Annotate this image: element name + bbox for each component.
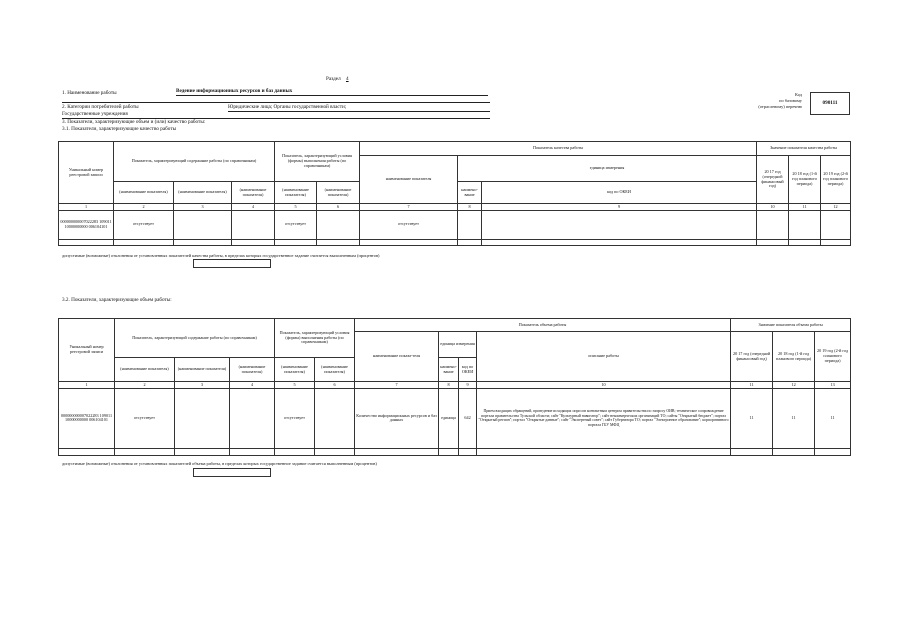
q-h-okei: код по ОКЕИ — [482, 182, 757, 204]
quality-deviation-text: допустимые (возможные) отклонения от установленных показателей качества работы, в пределах которых государственное задание считается выполненным (процентов) — [62, 253, 380, 258]
v-row-c9: 642 — [459, 388, 477, 448]
q-sub-name: (наименование показателя) — [317, 182, 360, 204]
v-num: 9 — [459, 382, 477, 389]
q-h-y2: 20 18 год (1-й год планового периода) — [789, 156, 821, 204]
v-num: 3 — [175, 382, 230, 389]
q-num: 7 — [360, 204, 458, 211]
q-sub-name: (наименование показателя) — [114, 182, 174, 204]
v-h-okei: код по ОКЕИ — [459, 358, 477, 382]
q-num: 12 — [821, 204, 851, 211]
v-h-content: Показатель, характеризующий содержание работы (по справочникам) — [115, 319, 275, 358]
consumers-value-2: Государственные учреждения — [62, 112, 490, 119]
q-num: 3 — [174, 204, 232, 211]
q-num: 9 — [482, 204, 757, 211]
v-row-c13: 11 — [815, 388, 851, 448]
v-h-y1: 20 17 год (очередной финансовый год) — [731, 332, 773, 382]
table-row — [59, 388, 851, 448]
indicators-title: 3. Показатели, характеризующие объем и (или) качество работы: — [62, 119, 206, 125]
volume-table — [58, 318, 851, 456]
quality-title: 3.1. Показатели, характеризующие качество работы — [62, 126, 177, 132]
table-row — [59, 210, 851, 239]
v-row-c2: отсутствует — [115, 388, 175, 448]
v-sub-name: (наименование показателя) — [315, 358, 355, 382]
q-num: 4 — [232, 204, 275, 211]
q-num: 11 — [789, 204, 821, 211]
q-h-content: Показатель, характеризующий содержание работы (по справочникам) — [114, 142, 275, 182]
v-num: 4 — [230, 382, 275, 389]
v-h-conditions: Показатель, характеризующий условия (формы) выполнения работы (по справочникам) — [275, 319, 355, 358]
v-row-c5: отсутствует — [275, 388, 315, 448]
code-labels: Код по базовому (отраслевому) перечню — [758, 92, 802, 109]
q-row-id: 000000000007022283 10901110000000000 006104101 — [59, 210, 114, 239]
v-h-unit-name: наимено-вание — [439, 358, 459, 382]
v-h-y2: 20 18 год (1-й год планового периода) — [773, 332, 815, 382]
q-h-qname: наименование показателя — [360, 156, 458, 204]
q-row-c2: отсутствует — [114, 210, 174, 239]
v-num: 8 — [439, 382, 459, 389]
q-h-y3: 20 19 год (2-й год планового периода) — [821, 156, 851, 204]
v-h-values: Значение показателя объема работы — [731, 319, 851, 332]
q-sub-name: (наименование показателя) — [174, 182, 232, 204]
consumers-label: 2. Категории потребителей работы — [62, 104, 139, 110]
q-num: 8 — [458, 204, 482, 211]
v-h-unique: Уникальный номер реестровой записи — [59, 319, 115, 382]
v-row-c7: Количество информационных ресурсов и баз данных — [355, 388, 439, 448]
v-row-id: 000000000007022283 10901110000000000 006104101 — [59, 388, 115, 448]
q-h-y1: 20 17 год (очередной финансовый год) — [757, 156, 789, 204]
v-num: 1 — [59, 382, 115, 389]
v-row-c8: единица — [439, 388, 459, 448]
q-sub-name: (наименование показателя) — [232, 182, 275, 204]
work-name-value: Ведение информационных ресурсов и баз данных — [176, 89, 488, 96]
q-sub-name: (наименование показателя) — [275, 182, 317, 204]
volume-title: 3.2. Показатели, характеризующие объем работы: — [62, 297, 172, 303]
q-h-conditions: Показатель, характеризующий условия (формы) выполнения работы (по справочникам) — [275, 142, 360, 182]
consumers-value: Юридические лица; Органы государственной власти; — [228, 105, 490, 112]
v-num: 13 — [815, 382, 851, 389]
divider — [62, 102, 490, 103]
v-num: 12 — [773, 382, 815, 389]
v-row-c11: 11 — [731, 388, 773, 448]
v-sub-name: (наименование показателя) — [275, 358, 315, 382]
q-num: 5 — [275, 204, 317, 211]
q-h-unique: Уникальный номер реестровой записи — [59, 142, 114, 204]
q-h-quality: Показатель качества работы — [360, 142, 757, 156]
quality-deviation-box — [193, 259, 271, 268]
volume-deviation-box — [193, 468, 271, 477]
section-heading: Раздел 4 — [326, 76, 349, 82]
v-h-volume: Показатель объема работы — [355, 319, 731, 332]
section-number: 4 — [345, 76, 349, 82]
v-num: 10 — [477, 382, 731, 389]
v-row-c10: Прием входящих обращений, проведение исходящих опросов контактным центром правительства по запросу ОИВ; техническое сопровождение портала правительства Тульской области; сайт "Культурный навигатор"; сайт некоммерческих организаций ТО; сайты "Открытый бюджет"; портал "Открытый регион"; портал "Открытые данные"; сайт "Экспертный совет"; сайт Губернатора ТО; портал "Электронное образование"; корпоративного портала ГБУ МФЦ — [477, 388, 731, 448]
v-num: 7 — [355, 382, 439, 389]
q-row-c5: отсутствует — [275, 210, 317, 239]
work-name-label: 1. Наименование работы — [62, 90, 117, 96]
q-num: 6 — [317, 204, 360, 211]
v-sub-name: (наименование показателя) — [230, 358, 275, 382]
quality-table — [58, 141, 851, 246]
q-num: 10 — [757, 204, 789, 211]
q-h-unit: единица измерения — [458, 156, 757, 182]
v-h-unit: единица измерения — [439, 332, 477, 358]
q-h-values: Значение показателя качества работы — [757, 142, 851, 156]
q-h-unit-name: наимено-вание — [458, 182, 482, 204]
v-h-vname: наименование показа-теля — [355, 332, 439, 382]
v-sub-name: (наименование показателя) — [115, 358, 175, 382]
code-box: 090111 — [810, 92, 850, 115]
v-num: 2 — [115, 382, 175, 389]
v-num: 5 — [275, 382, 315, 389]
v-h-y3: 20 19 год (2-й год планового периода) — [815, 332, 851, 382]
q-num: 2 — [114, 204, 174, 211]
q-num: 1 — [59, 204, 114, 211]
v-num: 6 — [315, 382, 355, 389]
v-row-c12: 11 — [773, 388, 815, 448]
volume-deviation-text: допустимые (возможные) отклонения от установленных показателей объема работы, в пределах которых государственное задание считается выполненным (процентов) — [62, 461, 377, 466]
v-sub-name: (наименование показателя) — [175, 358, 230, 382]
q-row-c7: отсутствует — [360, 210, 458, 239]
v-h-desc: описание работы — [477, 332, 731, 382]
v-num: 11 — [731, 382, 773, 389]
